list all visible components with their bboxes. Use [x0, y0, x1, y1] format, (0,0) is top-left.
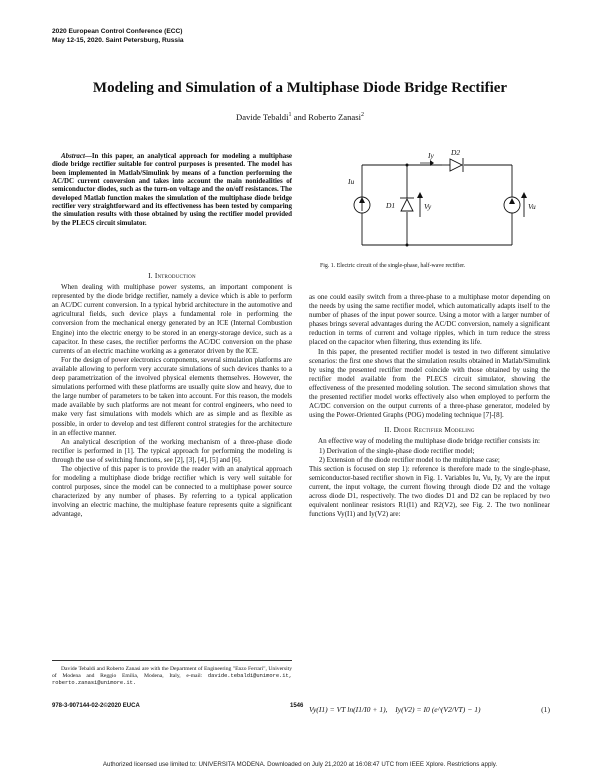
figure-caption: Fig. 1. Electric circuit of the single-phase, half-wave rectifier. [320, 263, 466, 269]
label-d2: D2 [451, 148, 461, 157]
steps-list [309, 447, 550, 465]
section-2-title: Diode Rectifier Modeling [393, 425, 475, 435]
right-column [309, 293, 550, 519]
left-column [52, 268, 292, 520]
author-1-sup: 1 [288, 112, 292, 119]
label-d1: D1 [386, 201, 396, 210]
section-2-heading [309, 425, 550, 434]
abstract-label: Abstract [61, 152, 85, 160]
authorized-use-notice: Authorized licensed use limited to: UNIVERSITA MODENA. Downloaded on July 21,2020 at 16:08:47 UTC from IEEE Xplore. Restrictions apply. [102, 761, 498, 768]
diode-d2-icon [450, 159, 462, 171]
section-1-heading [52, 271, 292, 280]
author-line [0, 112, 600, 122]
list-item: 1) Derivation of the single-phase diode rectifier model; [319, 446, 475, 455]
equation-number: (1) [541, 705, 550, 714]
intro-paragraph: An analytical description of the working mechanism of a three-phase diode rectifier is performed in [1]. The typical approach for performing the modeling is through the use of switching functions, see [2], [3], [4], [5] and [6]. [52, 437, 292, 464]
section-1-number: I. [148, 271, 153, 280]
footnote [52, 660, 292, 687]
author-1: Davide Tebaldi [236, 112, 289, 122]
conference-name: 2020 European Control Conference (ECC) [52, 28, 183, 35]
equation-1 [309, 705, 550, 714]
circuit-figure [342, 147, 542, 257]
isbn-line: 978-3-907144-02-2©2020 EUCA [52, 703, 140, 709]
label-iu: Iu [348, 177, 355, 186]
author-2: Roberto Zanasi [308, 112, 361, 122]
conference-dates: May 12-15, 2020. Saint Petersburg, Russia [52, 37, 184, 44]
section-2-number: II. [384, 425, 392, 435]
footnote-text: Davide Tebaldi and Roberto Zanasi are with the Department of Engineering "Enzo Ferrari", University of Modena and Reggio Emilia, Modena, Italy, e-mail: [52, 666, 292, 679]
footnote-emails: davide.tebaldi@unimore.it, roberto.zanasi@unimore.it. [52, 673, 292, 686]
conference-header [52, 27, 184, 45]
equation-left: Vy(I1) = VT ln(I1/I0 + 1), [309, 705, 388, 714]
page-number: 1546 [290, 703, 304, 709]
paper-title: Modeling and Simulation of a Multiphase Diode Bridge Rectifier [92, 80, 508, 96]
right-paragraph: In this paper, the presented rectifier model is tested in two different simulative scenarios: the first one shows that the simulation results obtained in Matlab/Simulink by using the presented rectifier model coincide with those obtained by using the rectifier model available from the PLECS circuit simulator, showing the effectiveness of the presented modeling solution. The second simulation shows that the presented rectifier model works effectively also when employed to perform the AC/DC conversion on the output currents of a three-phase generator, modeled by using the Power-Oriented Graphs (POG) modeling technique [7]-[8]. [309, 347, 550, 420]
author-join: and [293, 112, 307, 122]
equation-right: Iy(V2) = I0 (e^(V2/VT) − 1) [395, 705, 481, 714]
list-item: 2) Extension of the diode rectifier model to the multiphase case; [319, 455, 500, 464]
section-1-title: Introduction [154, 271, 196, 280]
section-2-intro: An effective way of modeling the multiphase diode bridge rectifier consists in: [318, 437, 540, 446]
section-2-paragraph: This section is focused on step 1): reference is therefore made to the single-phase, semiconductor-based rectifier shown in Fig. 1. Variables Iu, Vu, Iy, Vy are the input current, the input voltage, the current flowing through diode D2 and the voltage across diode D1, respectively. The two diodes D1 and D2 can be replaced by two equivalent nonlinear resistors R1(I1) and R2(V2), see Fig. 2. The two nonlinear functions Vy(I1) and Iy(V2) are: [309, 464, 550, 519]
author-2-sup: 2 [360, 112, 364, 119]
intro-paragraph: When dealing with multiphase power systems, an important component is represented by the diode bridge rectifier, namely a device which is able to perform an AC/DC current conversion. In a typical hybrid architecture in the automotive and agricultural fields, such device plays a fundamental role in performing the conversion from the mechanical energy generated by an ICE (Internal Combustion Engine) into the electric energy to be stored in an energy-storage device, such as a capacitor. In these cases, the rectifier performs the AC/DC conversion on the phase currents of an electric machine working as a generator driven by the ICE. [52, 283, 292, 355]
abstract [52, 152, 292, 227]
diode-d1-icon [401, 199, 413, 211]
intro-paragraph: For the design of power electronics components, several simulation platforms are available allowing to perform very accurate simulations of such devices thanks to a deep parametrization of the involved physical elements themselves. However, the simulations performed with these platforms are usually quite slow and heavy, due to the large number of parameters to be taken into account. For this reason, the models made available by such platforms are not meant for control engineers, who need to make very fast simulations with models which are as simple and as flexible as possible, in order to develop and test different control strategies for the architecture in an effective manner. [52, 355, 292, 437]
label-vy: Vy [424, 202, 432, 211]
label-vu: Vu [528, 202, 536, 211]
abstract-text: —In this paper, an analytical approach for modeling a multiphase diode bridge rectifier suitable for control purposes is presented. The model has been implemented in Matlab/Simulink by means of a function performing the AC/DC current conversion and takes into account the main nonidealities of semiconductor diodes, such as the turn-on voltage and the on/off resistances. The developed Matlab function makes the simulation of the multiphase diode bridge rectifier very straightforward and its effectiveness has been tested by comparing the simulation results with those obtained by using the rectifier model provided by the PLECS circuit simulator. [52, 152, 292, 227]
right-paragraph: as one could easily switch from a three-phase to a multiphase motor depending on the needs by using the same rectifier model, which automatically adapts itself to the number of phases of the input power source. Using a motor with a larger number of phases brings several advantages during the AC/DC conversion, namely a significant reduction in terms of current and voltage ripples, which in turn reduce the stress placed on the capacitor when filtering, thus extending its life. [309, 293, 550, 347]
label-iy: Iy [428, 151, 434, 160]
intro-paragraph: The objective of this paper is to provide the reader with an analytical approach for modeling a multiphase diode bridge rectifier which is very well suitable for control purposes, since the model can be connected to a multiphase power source characterized by any number of phases. By referring to a typical application involving an electric machine, the multiphase feature represents quite a significant advantage, [52, 464, 292, 519]
